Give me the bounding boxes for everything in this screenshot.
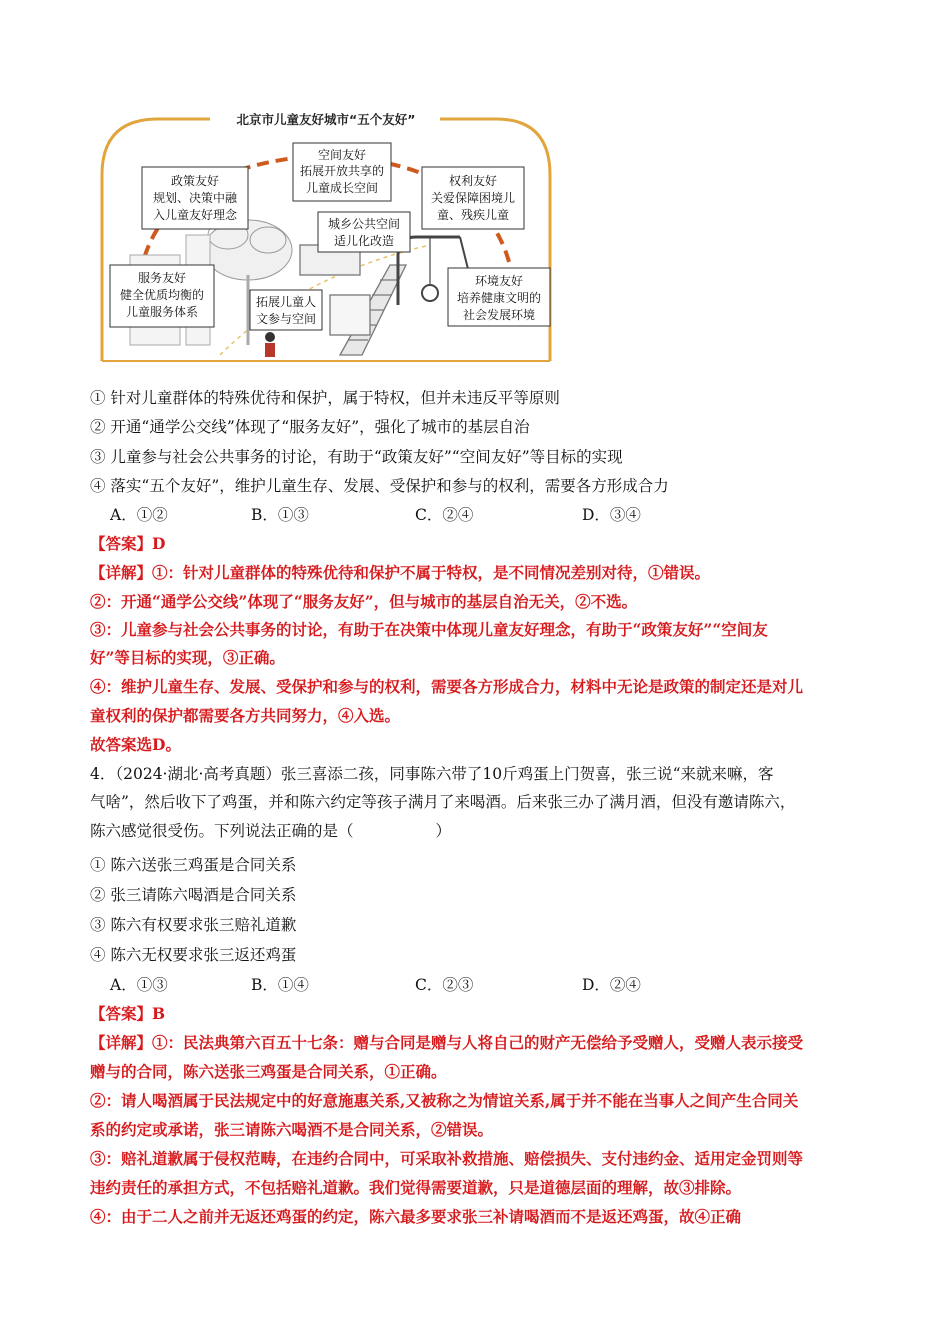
box-culture [250,290,322,330]
svg-text:权利友好: 权利友好 [448,174,498,188]
svg-text:童、残疾儿童: 童、残疾儿童 [436,208,510,222]
svg-text:空间友好: 空间友好 [317,148,367,162]
q4-stem-3: 陈六感觉很受伤。下列说法正确的是（ ） [90,822,452,840]
box-policy [142,167,248,229]
q3-option-b: B．①③ [251,506,309,524]
q3-item-3: ③ 儿童参与社会公共事务的讨论，有助于“政策友好”“空间友好”等目标的实现 [90,448,623,466]
q4-option-b: B．①④ [251,976,309,994]
svg-text:文参与空间: 文参与空间 [255,312,317,326]
q4-stem-2: 气啥”，然后收下了鸡蛋，并和陈六约定等孩子满月了来喝酒。后来张三办了满月酒，但没有邀请陈六， [90,793,796,811]
svg-text:培养健康文明的: 培养健康文明的 [456,291,542,305]
q4-detail-5: ③：赔礼道歉属于侵权范畴，在违约合同中，可采取补救措施、赔偿损失、支付违约金、适用定金罚则等 [90,1149,804,1168]
q3-detail-6: 童权利的保护都需要各方共同努力，④入选。 [90,706,401,725]
q3-option-a: A．①② [110,506,168,524]
q3-detail-3: ③：儿童参与社会公共事务的讨论，有助于在决策中体现儿童友好理念，有助于“政策友好”“空间友 [90,620,768,639]
q4-item-3: ③ 陈六有权要求张三赔礼道歉 [90,916,297,934]
q3-answer: 【答案】D [90,534,166,553]
q4-option-c: C．②③ [415,976,474,994]
svg-text:城乡公共空间: 城乡公共空间 [327,217,401,231]
svg-text:社会发展环境: 社会发展环境 [462,308,536,322]
q4-option-d: D．②④ [582,976,641,994]
svg-text:拓展儿童人: 拓展儿童人 [255,295,317,309]
box-service [110,265,214,327]
q4-item-2: ② 张三请陈六喝酒是合同关系 [90,886,297,904]
q4-detail-2: 赠与的合同，陈六送张三鸡蛋是合同关系，①正确。 [90,1062,447,1081]
q3-detail-5: ④：维护儿童生存、发展、受保护和参与的权利，需要各方形成合力，材料中无论是政策的制定还是对儿 [90,677,804,696]
svg-text:规划、决策中融: 规划、决策中融 [152,191,238,205]
q3-item-4: ④ 落实“五个友好”，维护儿童生存、发展、受保护和参与的权利，需要各方形成合力 [90,477,669,495]
svg-text:拓展开放共享的: 拓展开放共享的 [299,164,385,178]
q4-detail-3: ②：请人喝酒属于民法规定中的好意施惠关系,又被称之为情谊关系,属于并不能在当事人之间产生合同关 [90,1091,799,1110]
q4-detail-6: 违约责任的承担方式，不包括赔礼道歉。我们觉得需要道歉，只是道德层面的理解，故③排除。 [90,1178,742,1197]
q4-detail-7: ④：由于二人之前并无返还鸡蛋的约定，陈六最多要求张三补请喝酒而不是返还鸡蛋，故④正确 [90,1207,742,1226]
box-env [448,268,550,326]
q4-answer: 【答案】B [90,1004,166,1023]
q4-option-a: A．①③ [110,976,168,994]
box-rights [422,167,524,229]
q3-detail-1: 【详解】①：针对儿童群体的特殊优待和保护不属于特权，是不同情况差别对待，①错误。 [90,563,711,582]
svg-text:儿童服务体系: 儿童服务体系 [125,305,199,319]
child-figure [265,332,275,357]
svg-text:政策友好: 政策友好 [170,174,220,188]
q4-item-1: ① 陈六送张三鸡蛋是合同关系 [90,856,297,874]
svg-text:入儿童友好理念: 入儿童友好理念 [152,208,238,222]
q3-item-2: ② 开通“通学公交线”体现了“服务友好”，强化了城市的基层自治 [90,418,530,436]
svg-text:适儿化改造: 适儿化改造 [333,234,395,248]
q3-conclusion: 故答案选D。 [90,735,181,754]
svg-text:健全优质均衡的: 健全优质均衡的 [119,288,205,302]
svg-text:环境友好: 环境友好 [474,274,524,288]
q3-detail-4: 好”等目标的实现，③正确。 [90,648,285,667]
q3-option-d: D．③④ [582,506,641,524]
svg-text:儿童成长空间: 儿童成长空间 [305,181,379,195]
figure-title: 北京市儿童友好城市“五个友好” [236,112,416,127]
q4-item-4: ④ 陈六无权要求张三返还鸡蛋 [90,946,297,964]
svg-text:关爱保障困境儿: 关爱保障困境儿 [430,191,516,205]
q4-detail-1: 【详解】①：民法典第六百五十七条：赠与合同是赠与人将自己的财产无偿给予受赠人，受赠人表示接受 [90,1033,804,1052]
q3-item-1: ① 针对儿童群体的特殊优待和保护，属于特权，但并未违反平等原则 [90,389,560,407]
box-space [293,143,391,201]
svg-text:服务友好: 服务友好 [137,271,187,285]
q4-stem-1: 4．（2024·湖北·高考真题）张三喜添二孩，同事陈六带了10斤鸡蛋上门贺喜，张三说“来就来嘛，客 [90,765,774,783]
q3-detail-2: ②：开通“通学公交线”体现了“服务友好”，但与城市的基层自治无关，②不选。 [90,592,638,611]
q3-option-c: C．②④ [415,506,474,524]
box-urban [318,212,410,252]
q4-detail-4: 系的约定或承诺，张三请陈六喝酒不是合同关系，②错误。 [90,1120,494,1139]
five-friendly-figure [100,105,552,363]
